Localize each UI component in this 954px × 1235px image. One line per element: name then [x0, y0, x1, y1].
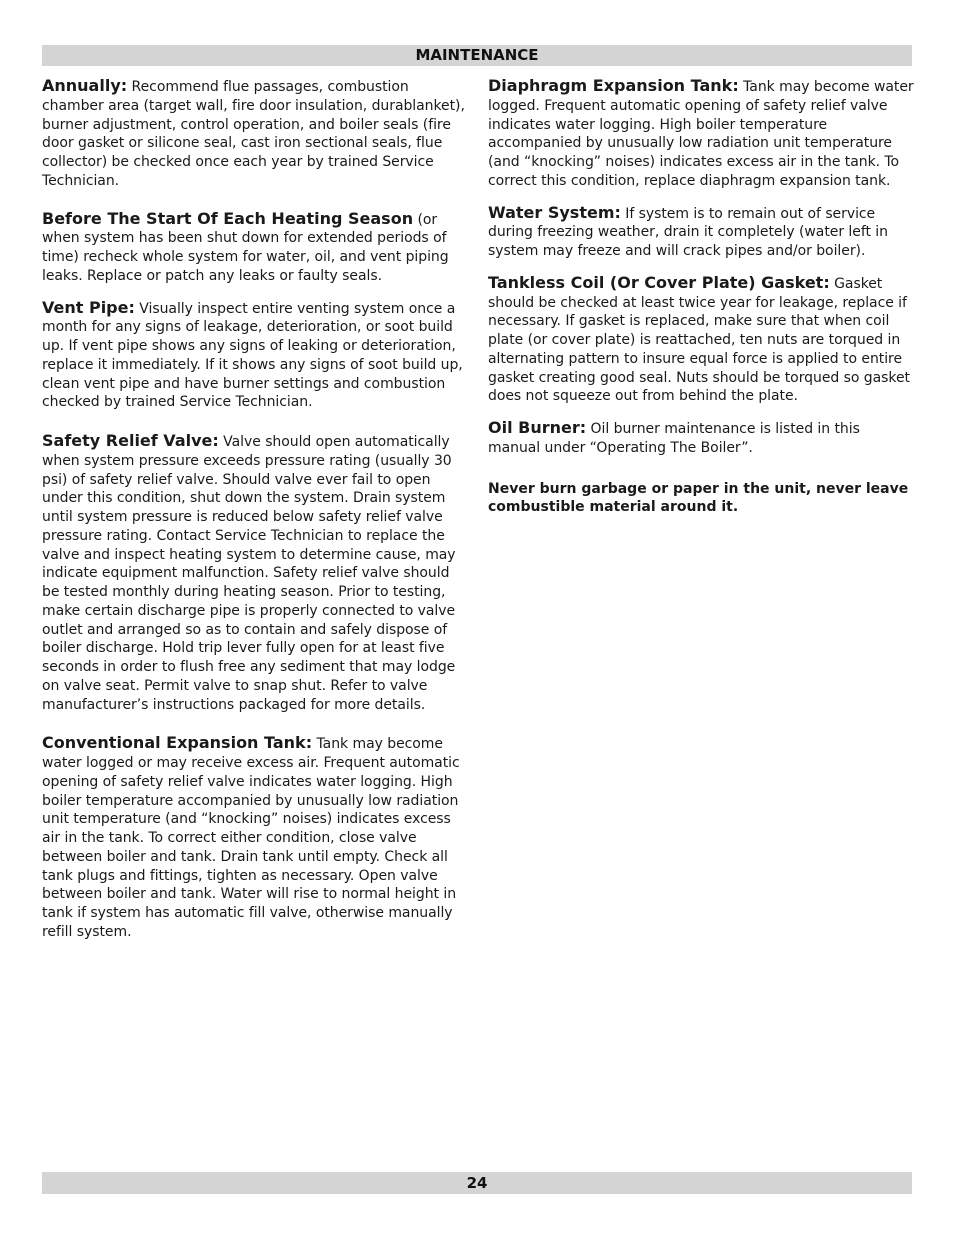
conventional-expansion-tank-text: Tank may become water logged or may receive excess air. Frequent automatic opening of safety relief valve indicates water logging. High boiler temperature accompanied by unusually low radiation unit temperature (and “knocking” noises) indicates excess air in the tank. To correct either condition, close valve between boiler and tank. Drain tank until empty. Check all tank plugs and fittings, tighten as necessary. Open valve between boiler and tank. Water will rise to normal height in tank if system has automatic fill valve, otherwise manually refill system.	[42, 736, 460, 940]
tankless-coil-paragraph	[488, 274, 916, 406]
safety-relief-valve-text: Valve should open automatically when system pressure exceeds pressure rating (usually 30 psi) of safety relief valve. Should valve ever fail to open under this condition, shut down the system. Drain system until system pressure is reduced below safety relief valve pressure rating. Contact Service Technician to replace the valve and inspect heating system to determine cause, may indicate equipment malfunction. Safety relief valve should be tested monthly during heating season. Prior to testing, make certain discharge pipe is properly connected to valve outlet and arranged so as to contain and safely dispose of boiler discharge. Hold trip lever fully open for at least five seconds in order to flush free any sediment that may lodge on valve seat. Permit valve to snap shut. Refer to valve manufacturer’s instructions packaged for more details.	[42, 434, 456, 713]
water-system-text: If system is to remain out of service during freezing weather, drain it completely (water left in system may freeze and will crack pipes and/or boiler).	[488, 205, 888, 259]
left-column	[42, 77, 467, 942]
tankless-coil-heading: Tankless Coil (Or Cover Plate) Gasket:	[488, 272, 830, 292]
conventional-expansion-tank-paragraph	[42, 734, 467, 941]
heating-season-paragraph	[42, 210, 467, 286]
oil-burner-paragraph	[488, 419, 916, 458]
heating-season-text: (or when system has been shut down for extended periods of time) recheck whole system for water, oil, and vent piping leaks. Replace or patch any leaks or faulty seals.	[42, 211, 449, 284]
diaphragm-expansion-tank-text: Tank may become water logged. Frequent automatic opening of safety relief valve indicates water logging. High boiler temperature accompanied by unusually low radiation unit temperature (and “knocking” noises) indicates excess air in the tank. To correct this condition, replace diaphragm expansion tank.	[488, 79, 914, 189]
oil-burner-text: Oil burner maintenance is listed in this manual under “Operating The Boiler”.	[488, 421, 860, 456]
tankless-coil-text: Gasket should be checked at least twice year for leakage, replace if necessary. If gasket is replaced, make sure that when coil plate (or cover plate) is reattached, ten nuts are torqued in alternating pattern to insure equal force is applied to entire gasket creating good seal. Nuts should be torqued so gasket does not squeeze out from behind the plate.	[488, 275, 910, 405]
right-column	[488, 77, 916, 517]
water-system-heading: Water System:	[488, 202, 621, 222]
diaphragm-expansion-tank-paragraph	[488, 77, 916, 191]
vent-pipe-heading: Vent Pipe:	[42, 297, 135, 317]
heating-season-heading: Before The Start Of Each Heating Season	[42, 208, 414, 228]
annually-heading: Annually:	[42, 76, 128, 95]
safety-relief-valve-heading: Safety Relief Valve:	[42, 431, 219, 450]
footer-bar	[42, 1172, 912, 1194]
vent-pipe-paragraph	[42, 299, 467, 413]
oil-burner-heading: Oil Burner:	[488, 418, 587, 437]
safety-warning: Never burn garbage or paper in the unit, never leave combustible material around it.	[488, 480, 909, 516]
section-header-bar	[42, 45, 912, 66]
page-number: 24	[466, 1174, 488, 1192]
safety-relief-valve-paragraph	[42, 432, 467, 714]
water-system-paragraph	[488, 204, 916, 261]
diaphragm-expansion-tank-heading: Diaphragm Expansion Tank:	[488, 76, 739, 95]
annually-paragraph	[42, 77, 467, 191]
section-title: MAINTENANCE	[415, 46, 539, 64]
vent-pipe-text: Visually inspect entire venting system once a month for any signs of leakage, deterioration, or soot build up. If vent pipe shows any signs of leaking or deterioration, replace it immediately. If it shows any signs of soot build up, clean vent pipe and have burner settings and combustion checked by trained Service Technician.	[42, 300, 463, 411]
annually-text: Recommend flue passages, combustion chamber area (target wall, fire door insulation, durablanket), burner adjustment, control operation, and boiler seals (fire door gasket or silicone seal, cast iron sectional seals, flue collector) be checked once each year by trained Service Technician.	[42, 79, 465, 189]
conventional-expansion-tank-heading: Conventional Expansion Tank:	[42, 733, 313, 753]
